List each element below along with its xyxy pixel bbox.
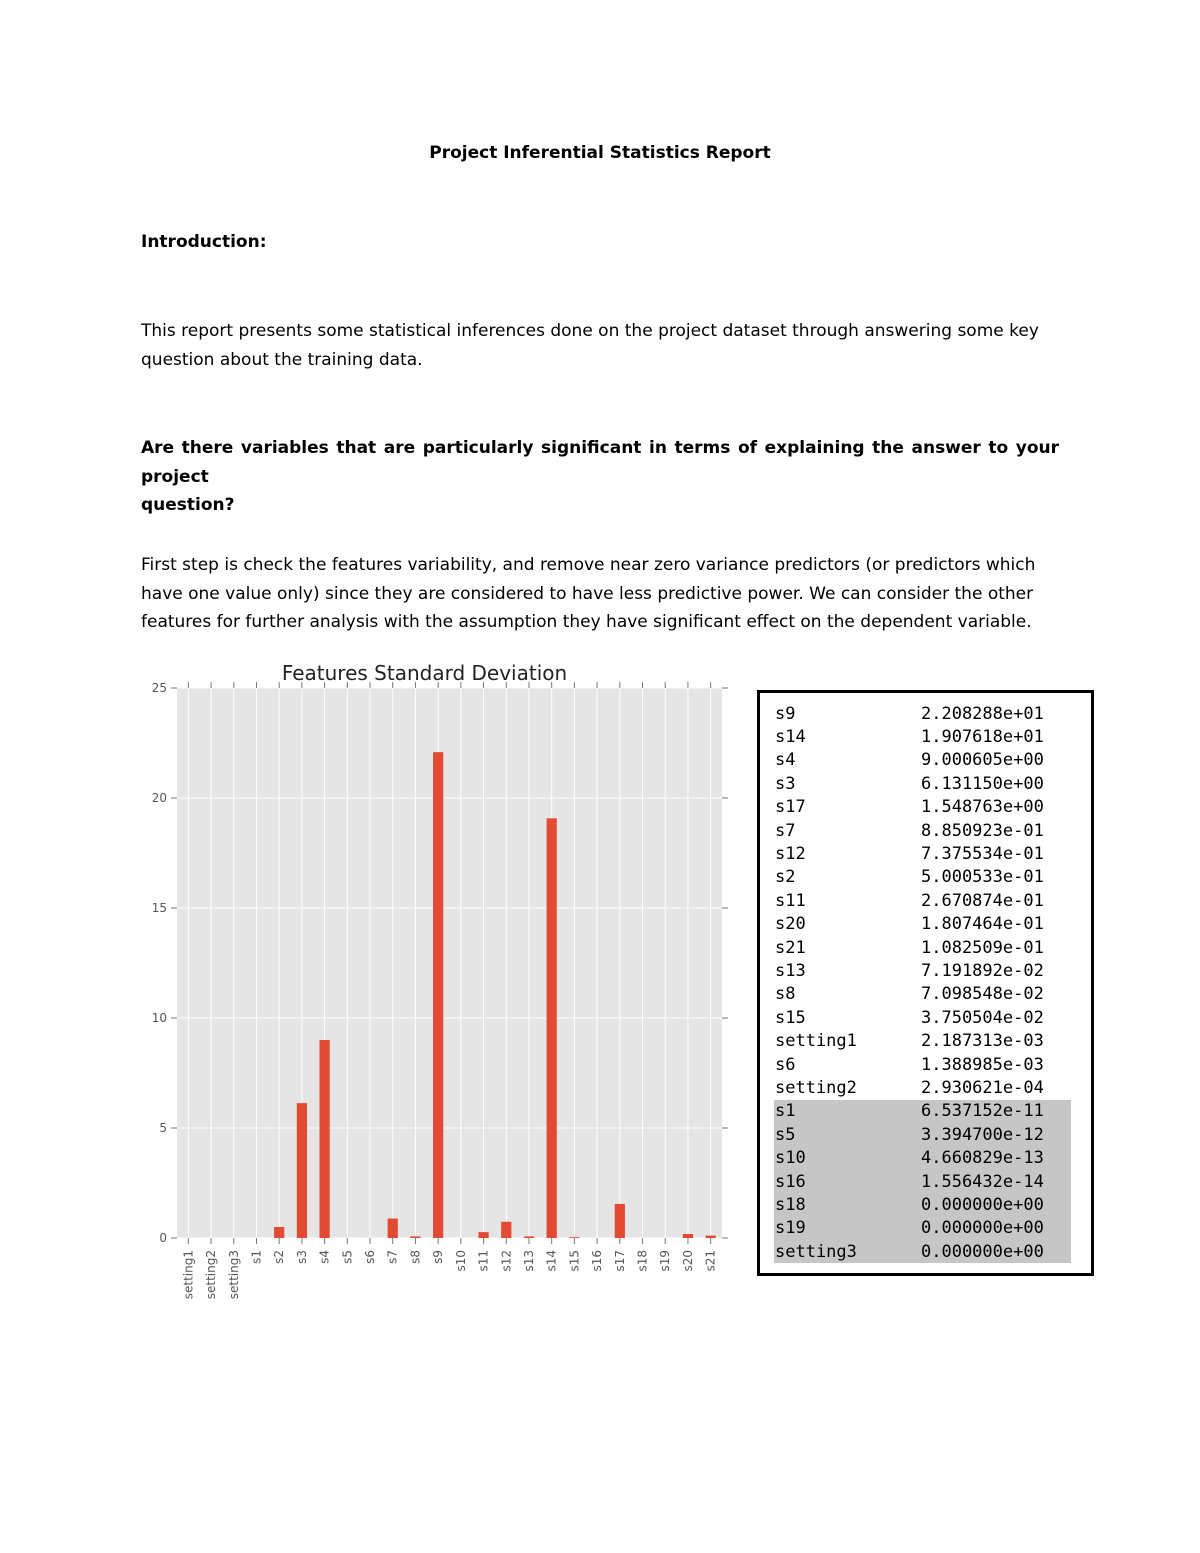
std-value-cell: 0.000000e+00 (921, 1240, 1071, 1263)
introduction-heading: Introduction: (141, 232, 267, 252)
y-tick-label: 10 (151, 1011, 167, 1025)
x-tick-label: s15 (567, 1250, 582, 1272)
table-row (774, 866, 1071, 889)
bar-s3 (297, 1103, 307, 1238)
plot-area (177, 688, 722, 1238)
std-value-cell: 5.000533e-01 (921, 867, 1044, 888)
x-tick-label: s8 (408, 1250, 423, 1264)
bar-s7 (388, 1219, 398, 1238)
table-row (774, 1029, 1071, 1052)
std-deviation-table-box (757, 690, 1094, 1276)
x-tick-label: s12 (499, 1250, 514, 1272)
std-value-cell: 6.131150e+00 (921, 773, 1044, 794)
table-row (774, 842, 1071, 865)
std-deviation-table (774, 702, 1071, 1263)
feature-name-cell: s8 (775, 984, 796, 1005)
x-tick-label: s5 (340, 1250, 355, 1264)
x-tick-label: s4 (317, 1250, 332, 1264)
feature-name-cell: s7 (775, 820, 796, 841)
y-tick-label: 15 (151, 901, 167, 915)
bar-s2 (274, 1227, 284, 1238)
bar-s11 (478, 1232, 488, 1238)
std-value-cell: 7.098548e-02 (921, 984, 1044, 1005)
feature-name-cell: s17 (775, 797, 806, 818)
std-deviation-chart (125, 655, 740, 1335)
feature-name-cell: s10 (774, 1146, 921, 1169)
table-row (774, 772, 1071, 795)
feature-name-cell: s16 (774, 1170, 921, 1193)
table-row (774, 959, 1071, 982)
std-value-cell: 1.807464e-01 (921, 914, 1044, 935)
std-value-cell: 2.930621e-04 (921, 1077, 1044, 1098)
question-line-2: question? (141, 495, 235, 515)
x-tick-label: s18 (635, 1250, 650, 1272)
table-row (774, 1006, 1071, 1029)
bar-s15 (569, 1237, 579, 1238)
std-value-cell: 1.907618e+01 (921, 727, 1044, 748)
table-row (774, 889, 1071, 912)
feature-name-cell: setting3 (774, 1240, 921, 1263)
std-value-cell: 9.000605e+00 (921, 750, 1044, 771)
table-row (774, 983, 1071, 1006)
feature-name-cell: s2 (775, 867, 796, 888)
introduction-line-2: question about the training data. (141, 349, 423, 370)
table-row (774, 913, 1071, 936)
x-tick-label: s19 (658, 1250, 673, 1272)
table-row (774, 702, 1071, 725)
feature-name-cell: s5 (774, 1123, 921, 1146)
x-tick-label: s10 (453, 1250, 468, 1272)
question-line-1: Are there variables that are particularly significant in terms of explaining the answer to your project (141, 438, 1059, 487)
feature-name-cell: s13 (775, 960, 806, 981)
feature-name-cell: s6 (775, 1054, 796, 1075)
table-row (774, 1217, 1071, 1240)
bar-s12 (501, 1222, 511, 1238)
x-tick-label: setting3 (226, 1250, 241, 1300)
question-heading (141, 434, 1059, 520)
x-tick-label: s1 (249, 1250, 264, 1264)
table-row (774, 1193, 1071, 1216)
std-value-cell: 0.000000e+00 (921, 1217, 1071, 1240)
x-tick-label: s16 (590, 1250, 605, 1272)
table-row (774, 749, 1071, 772)
std-value-cell: 1.548763e+00 (921, 797, 1044, 818)
feature-name-cell: s14 (775, 727, 806, 748)
std-value-cell: 7.191892e-02 (921, 960, 1044, 981)
std-value-cell: 1.082509e-01 (921, 937, 1044, 958)
x-tick-label: s6 (363, 1250, 378, 1264)
std-value-cell: 2.208288e+01 (921, 703, 1044, 724)
feature-name-cell: s20 (775, 914, 806, 935)
x-tick-label: s7 (385, 1250, 400, 1264)
table-row (774, 819, 1071, 842)
chart-canvas (125, 655, 740, 1335)
table-row (774, 1053, 1071, 1076)
x-tick-label: s2 (272, 1250, 287, 1264)
feature-name-cell: s21 (775, 937, 806, 958)
bar-s8 (410, 1236, 420, 1238)
x-tick-label: s20 (680, 1250, 695, 1272)
bar-s20 (683, 1234, 693, 1238)
feature-name-cell: s19 (774, 1217, 921, 1240)
x-tick-label: s14 (544, 1250, 559, 1272)
x-tick-label: s13 (521, 1250, 536, 1272)
x-tick-label: setting2 (204, 1250, 219, 1300)
feature-name-cell: s3 (775, 773, 796, 794)
table-row (774, 796, 1071, 819)
feature-name-cell: s4 (775, 750, 796, 771)
x-tick-label: setting1 (181, 1250, 196, 1300)
table-row (774, 725, 1071, 748)
table-row (774, 936, 1071, 959)
std-value-cell: 3.394700e-12 (921, 1123, 1071, 1146)
x-tick-label: s21 (703, 1250, 718, 1272)
body-line-1: First step is check the features variability, and remove near zero variance predictors (or predictors which (141, 555, 1036, 575)
introduction-line-1: This report presents some statistical inferences done on the project dataset through answering some key (141, 321, 1039, 341)
std-value-cell: 0.000000e+00 (921, 1193, 1071, 1216)
table-row (774, 1146, 1071, 1169)
table-row (774, 1100, 1071, 1123)
bar-s14 (547, 818, 557, 1238)
feature-name-cell: s9 (775, 703, 796, 724)
y-tick-label: 0 (159, 1231, 167, 1245)
x-tick-label: s17 (612, 1250, 627, 1272)
chart-title: Features Standard Deviation (281, 661, 568, 685)
std-value-cell: 6.537152e-11 (921, 1100, 1071, 1123)
table-row (774, 1170, 1071, 1193)
std-value-cell: 8.850923e-01 (921, 820, 1044, 841)
introduction-paragraph (141, 317, 1059, 374)
body-line-3: features for further analysis with the assumption they have significant effect on the dependent variable. (141, 612, 1032, 632)
feature-name-cell: s11 (775, 890, 806, 911)
bar-s9 (433, 752, 443, 1238)
std-value-cell: 7.375534e-01 (921, 844, 1044, 865)
feature-name-cell: setting2 (775, 1077, 857, 1098)
table-row (774, 1123, 1071, 1146)
std-value-cell: 4.660829e-13 (921, 1146, 1071, 1169)
x-tick-label: s3 (294, 1250, 309, 1264)
feature-name-cell: setting1 (775, 1031, 857, 1052)
std-value-cell: 2.670874e-01 (921, 890, 1044, 911)
feature-name-cell: s15 (775, 1007, 806, 1028)
x-tick-label: s11 (476, 1250, 491, 1272)
body-paragraph (141, 551, 1059, 637)
bar-s17 (615, 1204, 625, 1238)
y-tick-label: 20 (151, 791, 167, 805)
table-row (774, 1240, 1071, 1263)
bar-s4 (319, 1040, 329, 1238)
x-tick-label: s9 (431, 1250, 446, 1264)
report-title: Project Inferential Statistics Report (429, 143, 771, 163)
bar-s21 (706, 1236, 716, 1238)
body-line-2: have one value only) since they are considered to have less predictive power. We can consider the other (141, 583, 1034, 604)
feature-name-cell: s18 (774, 1193, 921, 1216)
feature-name-cell: s12 (775, 844, 806, 865)
std-value-cell: 1.556432e-14 (921, 1170, 1071, 1193)
y-tick-label: 5 (159, 1121, 167, 1135)
y-tick-label: 25 (151, 681, 167, 695)
std-value-cell: 2.187313e-03 (921, 1031, 1044, 1052)
std-value-cell: 1.388985e-03 (921, 1054, 1044, 1075)
bar-s13 (524, 1236, 534, 1238)
feature-name-cell: s1 (774, 1100, 921, 1123)
std-value-cell: 3.750504e-02 (921, 1007, 1044, 1028)
table-row (774, 1076, 1071, 1099)
